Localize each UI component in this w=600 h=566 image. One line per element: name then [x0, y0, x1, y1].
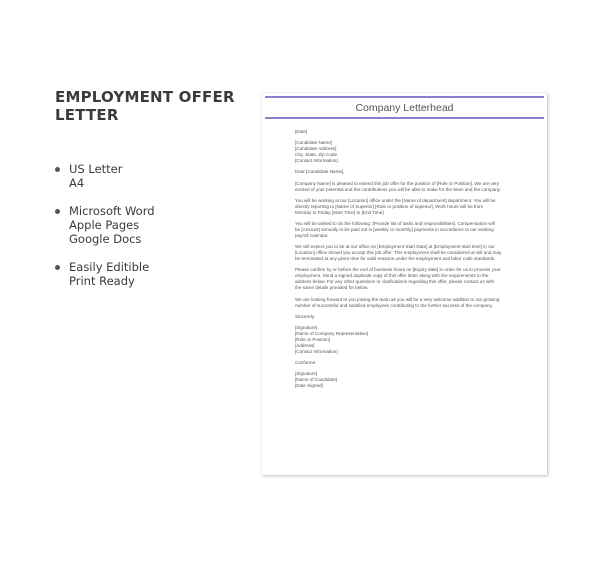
letter-line: You will be tasked to do the following: [Provide list of tasks and responsibilities]. Compensation will — [295, 220, 495, 226]
letter-paragraph — [295, 314, 517, 320]
letter-line: [Date] — [295, 129, 308, 134]
product-title — [55, 88, 255, 124]
feature-group-editing — [55, 260, 255, 288]
letter-line: [Signature] — [295, 371, 318, 377]
letter-line: [Address] — [295, 342, 315, 348]
letter-line: Please confirm by or before the end of business hours on [Expiry date] in order for us to process your — [295, 267, 501, 273]
letter-line: directly reporting to [Name of Superior] [Role or position of superior]. Work hours will be from — [295, 203, 484, 209]
feature-group-apps — [55, 204, 255, 246]
header-rule-top — [265, 96, 544, 98]
letter-line: [Contact Information] — [295, 158, 338, 164]
feature-item: Microsoft Word — [69, 204, 155, 218]
letter-paragraph — [295, 169, 517, 175]
letter-line: Conforme: — [295, 360, 317, 366]
letter-line: [Candidate Name] — [295, 140, 333, 146]
letter-paragraph — [295, 221, 517, 239]
letter-line: excited of your potential and the contributions you will be able to make for the team and the company. — [295, 186, 501, 192]
letter-line: [Company Name] is pleased to extend this job offer for the position of [Role or Position]. We are very — [295, 180, 500, 186]
letter-preview — [262, 93, 547, 475]
letter-line: [Candidate Address] — [295, 146, 337, 152]
feature-group-formats — [55, 162, 255, 190]
letter-line: We will expect you to be at our office on [Employment Start Date] at [Employment start time] in our — [295, 244, 495, 250]
letter-paragraph — [295, 140, 517, 164]
letter-paragraph — [295, 244, 517, 262]
bullet-icon — [55, 167, 60, 172]
letter-line: be [Amount] annually to be paid out in [weekly or monthly] payments in accordance to our existing — [295, 226, 494, 232]
letter-paragraph — [295, 325, 517, 355]
letter-line: [Location] office should you accept this job offer. This employment shall be considered at will and may — [295, 250, 502, 256]
letter-paragraph — [295, 181, 517, 193]
company-letterhead: Company Letterhead — [355, 102, 454, 114]
letter-line: We are looking forward to you joining the team as you will be a very welcome addition to our growing — [295, 296, 500, 302]
letter-line: payroll calendar. — [295, 232, 329, 238]
letter-paragraph — [295, 129, 517, 135]
letter-line: Dear [Candidate Name], — [295, 169, 345, 175]
feature-item: Google Docs — [69, 232, 142, 246]
letter-paragraph — [295, 198, 517, 216]
letter-paragraph — [295, 371, 517, 389]
bullet-icon — [55, 265, 60, 270]
letter-line: Sincerely, — [295, 313, 315, 319]
letter-line: number of successful and satisfied employees contributing to the further success of the company. — [295, 302, 493, 308]
header-rule-bottom — [265, 117, 544, 119]
product-title-line: EMPLOYMENT OFFER — [55, 88, 235, 106]
letter-line: address below. For any other questions or clarifications regarding this offer, please contact us with — [295, 279, 495, 285]
feature-item: Easily Editible — [69, 260, 150, 274]
letter-line: City, State, Zip Code — [295, 152, 338, 158]
letter-paragraph — [295, 297, 517, 309]
letter-line: Monday to Friday [Start Time] to [End Time]. — [295, 209, 385, 215]
feature-item: A4 — [69, 176, 85, 190]
bullet-icon — [55, 209, 60, 214]
feature-item: US Letter — [69, 162, 123, 176]
letter-body — [295, 129, 517, 394]
letter-paragraph — [295, 360, 517, 366]
letter-line: [Date Signed] — [295, 383, 323, 389]
letter-line: be terminated at any given time for valid reasons under the employment and labor code standards. — [295, 256, 496, 262]
letter-paragraph — [295, 267, 517, 291]
product-info-panel — [55, 88, 255, 302]
letter-line: [Contact Information] — [295, 348, 338, 354]
letter-line: employment. Send a signed duplicate copy of this offer letter along with the requirements to the — [295, 273, 489, 279]
feature-list — [55, 162, 255, 288]
letter-line: [Name of Company Representative] — [295, 330, 369, 336]
letter-line: [Name of Candidate] — [295, 377, 338, 383]
letter-line: [Role or Position] — [295, 336, 330, 342]
letter-line: [Signature] — [295, 324, 318, 330]
feature-item: Print Ready — [69, 274, 135, 288]
letter-line: You will be working at our [Location] office under the [Name of department] department. You will be — [295, 197, 496, 203]
feature-item: Apple Pages — [69, 218, 140, 232]
product-title-line: LETTER — [55, 106, 119, 124]
letter-line: the same details provided for below. — [295, 285, 369, 291]
